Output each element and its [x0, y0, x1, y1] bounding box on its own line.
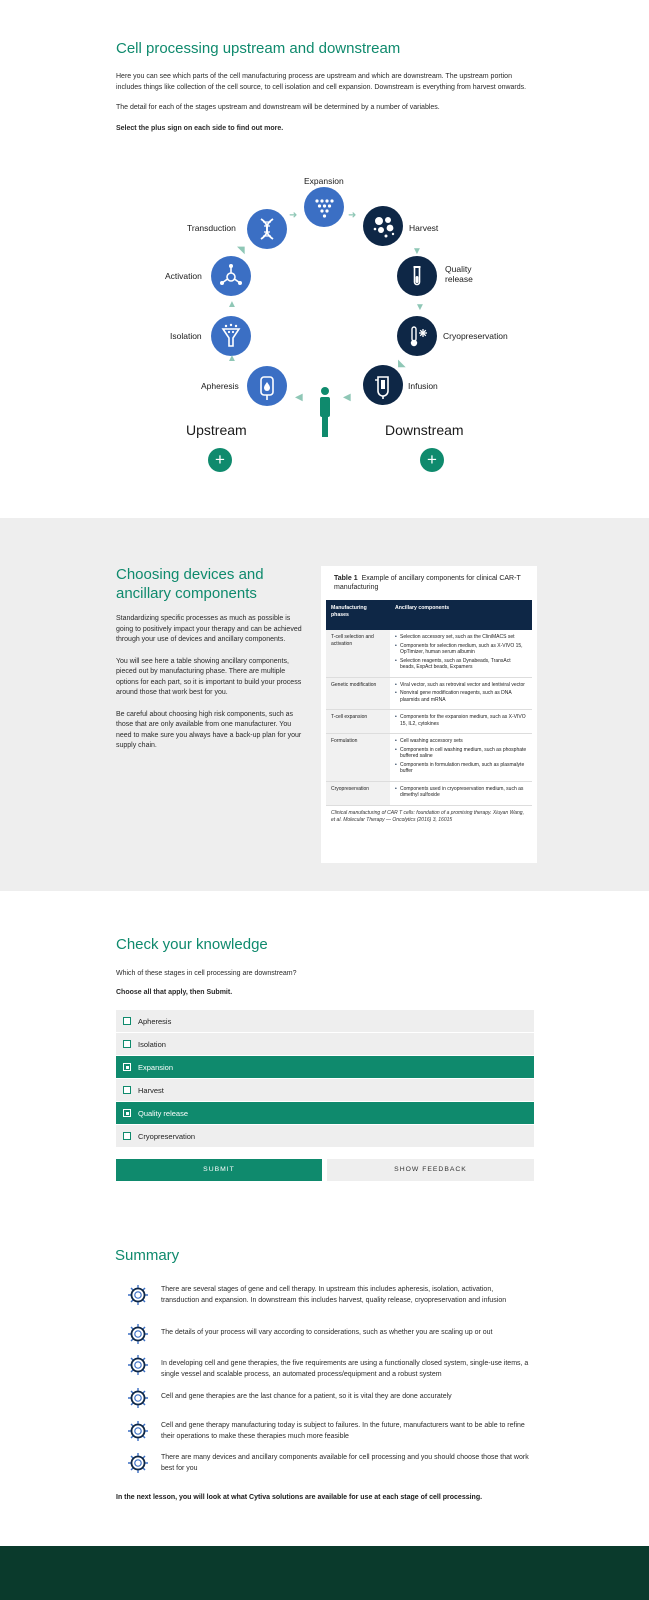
cell-icon: [127, 1354, 149, 1376]
summary-text: The details of your process will vary according to considerations, such as whether you are scaling up or out: [161, 1329, 493, 1336]
summary-text: There are several stages of gene and cell therapy. In upstream this includes apheresis, isolation, activation, transduction and expansion. In downstream this includes harvest, quality release, cryopreservation and infusion: [161, 1286, 507, 1304]
cryopreservation-stage: [397, 316, 437, 356]
stage-label-quality-release: Quality release: [445, 264, 473, 284]
cell-icon: [127, 1452, 149, 1474]
funnel-icon: [211, 316, 251, 356]
checkbox[interactable]: [123, 1086, 131, 1094]
flow-arrow: ➜: [348, 210, 357, 221]
instruction-text: Select the plus sign on each side to find out more.: [116, 124, 284, 132]
question-text: Which of these stages in cell processing are downstream?: [116, 970, 297, 977]
table-cell-phase: T-cell selection and activation: [326, 630, 390, 677]
cell-icon: [127, 1284, 149, 1306]
checkbox-checked[interactable]: [123, 1109, 131, 1117]
upstream-plus-button[interactable]: +: [208, 448, 232, 472]
table-cell-components: [390, 677, 532, 710]
flow-arrow: ◀: [343, 392, 351, 403]
section-title: Summary: [115, 1247, 180, 1264]
test-tube-icon: [397, 256, 437, 296]
footer-bar: [0, 1546, 649, 1600]
devices-text: [116, 614, 306, 763]
stage-label-expansion: Expansion: [304, 176, 344, 186]
show-feedback-button[interactable]: SHOW FEEDBACK: [327, 1159, 534, 1181]
transduction-stage: [247, 209, 287, 249]
component-item: • Selection reagents, such as Dynabeads, TransAct beads, ExpAct beads, Expamers: [395, 658, 527, 671]
stage-label-isolation: Isolation: [170, 331, 202, 341]
summary-text: There are many devices and ancillary components available for cell processing and you should choose those that work best for you: [161, 1454, 529, 1472]
section-title: Cell processing upstream and downstream: [116, 40, 401, 57]
patient-icon: [318, 387, 332, 437]
flow-arrow: ◥: [237, 245, 245, 256]
table-header: Manufacturing phases: [326, 600, 390, 630]
component-item: • Nonviral gene modification reagents, such as DNA plasmids and mRNA: [395, 690, 527, 703]
stage-label-harvest: Harvest: [409, 223, 439, 233]
infusion-bag-icon: [363, 365, 403, 405]
cell-processing-section: [0, 0, 649, 518]
knowledge-check-section: [0, 891, 649, 1211]
option-label: Apheresis: [138, 1017, 172, 1026]
expansion-stage: [304, 187, 344, 227]
option-label: Isolation: [138, 1040, 166, 1049]
thermometer-snowflake-icon: [397, 316, 437, 356]
flow-arrow: ▼: [415, 302, 425, 313]
cell-icon: [127, 1387, 149, 1409]
dots-triangle-icon: [304, 187, 344, 227]
flow-arrow: ▲: [227, 353, 237, 364]
next-lesson-text: In the next lesson, you will look at what Cytiva solutions are available for use at each stage of cell processing.: [116, 1494, 483, 1501]
downstream-title: Downstream: [385, 422, 464, 438]
section-title: Check your knowledge: [116, 936, 268, 953]
summary-text: Cell and gene therapies are the last chance for a patient, so it is vital they are done accurately: [161, 1393, 452, 1400]
flow-arrow: ▲: [227, 299, 237, 310]
checkbox-checked[interactable]: [123, 1063, 131, 1071]
option-label: Quality release: [138, 1109, 189, 1118]
component-item: • Cell washing accessory sets: [395, 738, 527, 745]
table-cell-components: [390, 781, 532, 805]
apheresis-stage: [247, 366, 287, 406]
section-title: Choosing devices and ancillary components: [116, 566, 264, 602]
submit-button[interactable]: SUBMIT: [116, 1159, 322, 1181]
component-item: • Components used in cryopreservation medium, such as dimethyl sulfoxide: [395, 786, 527, 799]
option-label: Cryopreservation: [138, 1132, 196, 1141]
stage-label-transduction: Transduction: [187, 223, 236, 233]
devices-paragraph: You will see here a table showing ancillary components, pieced out by manufacturing phase. There are multiple options for each part, so it is important to build your process around those that work best for you.: [116, 657, 302, 696]
intro-paragraph: The detail for each of the stages upstream and downstream will be determined by a number of variables.: [116, 104, 440, 111]
table-row: [326, 630, 532, 677]
option-apheresis[interactable]: [116, 1010, 534, 1032]
ancillary-table-card: [321, 566, 537, 863]
stage-label-apheresis: Apheresis: [201, 381, 239, 391]
table-cell-phase: Formulation: [326, 734, 390, 782]
table-row: [326, 781, 532, 805]
devices-section: [0, 518, 649, 891]
upstream-title: Upstream: [186, 422, 247, 438]
component-item: • Selection accessory set, such as the CliniMACS set: [395, 634, 527, 641]
option-quality-release[interactable]: [116, 1102, 534, 1124]
option-label: Expansion: [138, 1063, 174, 1072]
downstream-plus-button[interactable]: +: [420, 448, 444, 472]
option-expansion[interactable]: [116, 1056, 534, 1078]
table-header-row: [326, 600, 532, 630]
stage-label-cryopreservation: Cryopreservation: [443, 331, 508, 341]
cell-icon: [127, 1323, 149, 1345]
activation-stage: [211, 256, 251, 296]
summary-text: Cell and gene therapy manufacturing today is subject to failures. In the future, manufacturers want to be able to refine their operations to make these therapies much more feasible: [161, 1422, 525, 1440]
component-item: • Components in cell washing medium, such as phosphate buffered saline: [395, 747, 527, 760]
option-label: Harvest: [138, 1086, 164, 1095]
table-cell-phase: T-cell expansion: [326, 710, 390, 734]
table-row: [326, 677, 532, 710]
cells-icon: [363, 206, 403, 246]
checkbox[interactable]: [123, 1040, 131, 1048]
intro-paragraph: Here you can see which parts of the cell manufacturing process are upstream and which are downstream. The upstream portion includes things like collection of the cell source, to cell isolation and cell expansion. Downstream is everything from harvest onwards.: [116, 73, 527, 91]
table-caption: [326, 574, 532, 600]
dna-icon: [247, 209, 287, 249]
table-cell-phase: Cryopreservation: [326, 781, 390, 805]
flow-arrow: ➜: [289, 210, 298, 221]
stage-label-infusion: Infusion: [408, 381, 438, 391]
table-caption-label: Table 1: [334, 575, 358, 582]
devices-paragraph: Standardizing specific processes as much as possible is going to positively impact your therapy and can be achieved through your use of devices and ancillary components.: [116, 615, 302, 643]
table-cell-components: [390, 630, 532, 677]
devices-paragraph: Be careful about choosing high risk components, such as those that are only available from one manufacturer. You need to make sure you always have a back-up plan for your supply chain.: [116, 710, 302, 749]
checkbox[interactable]: [123, 1132, 131, 1140]
table-row: [326, 734, 532, 782]
flow-arrow: ▼: [412, 246, 422, 257]
summary-section: [0, 1211, 649, 1546]
flow-arrow: ◀: [295, 392, 303, 403]
option-isolation[interactable]: [116, 1033, 534, 1055]
component-item: • Components for selection medium, such as X-VIVO 15, OpTimizer, human serum albumin: [395, 643, 527, 656]
cell-icon: [127, 1420, 149, 1442]
table-cell-components: [390, 710, 532, 734]
infusion-stage: [363, 365, 403, 405]
quality-release-stage: [397, 256, 437, 296]
table-row: [326, 710, 532, 734]
flow-arrow: ◣: [398, 358, 406, 369]
ancillary-table: [326, 600, 532, 806]
summary-text: In developing cell and gene therapies, the five requirements are using a functionally closed system, single-use items, a single vessel and scalable process, an automated process/equipment and a robust system: [161, 1360, 529, 1378]
component-item: • Components in formulation medium, such as plasmalyte buffer: [395, 762, 527, 775]
question-instruction: Choose all that apply, then Submit.: [116, 989, 233, 996]
option-cryopreservation[interactable]: [116, 1125, 534, 1147]
table-cell-components: [390, 734, 532, 782]
table-cell-phase: Genetic modification: [326, 677, 390, 710]
harvest-stage: [363, 206, 403, 246]
table-header: Ancillary components: [390, 600, 532, 630]
component-item: • Viral vector, such as retroviral vector and lentiviral vector: [395, 682, 527, 689]
stage-label-activation: Activation: [165, 271, 202, 281]
blood-bag-icon: [247, 366, 287, 406]
option-harvest[interactable]: [116, 1079, 534, 1101]
component-item: • Components for the expansion medium, such as X-VIVO 15, IL2, cytokines: [395, 714, 527, 727]
process-diagram: [0, 0, 649, 518]
table-caption-text: Example of ancillary components for clinical CAR-T manufacturing: [334, 575, 521, 591]
checkbox[interactable]: [123, 1017, 131, 1025]
molecule-icon: [211, 256, 251, 296]
table-source: Clinical manufacturing of CAR T cells: foundation of a promising therapy. Xiuyan Wang, et al. Molecular Therapy — Oncolytics (2016) 3, 16015: [331, 809, 524, 823]
isolation-stage: [211, 316, 251, 356]
